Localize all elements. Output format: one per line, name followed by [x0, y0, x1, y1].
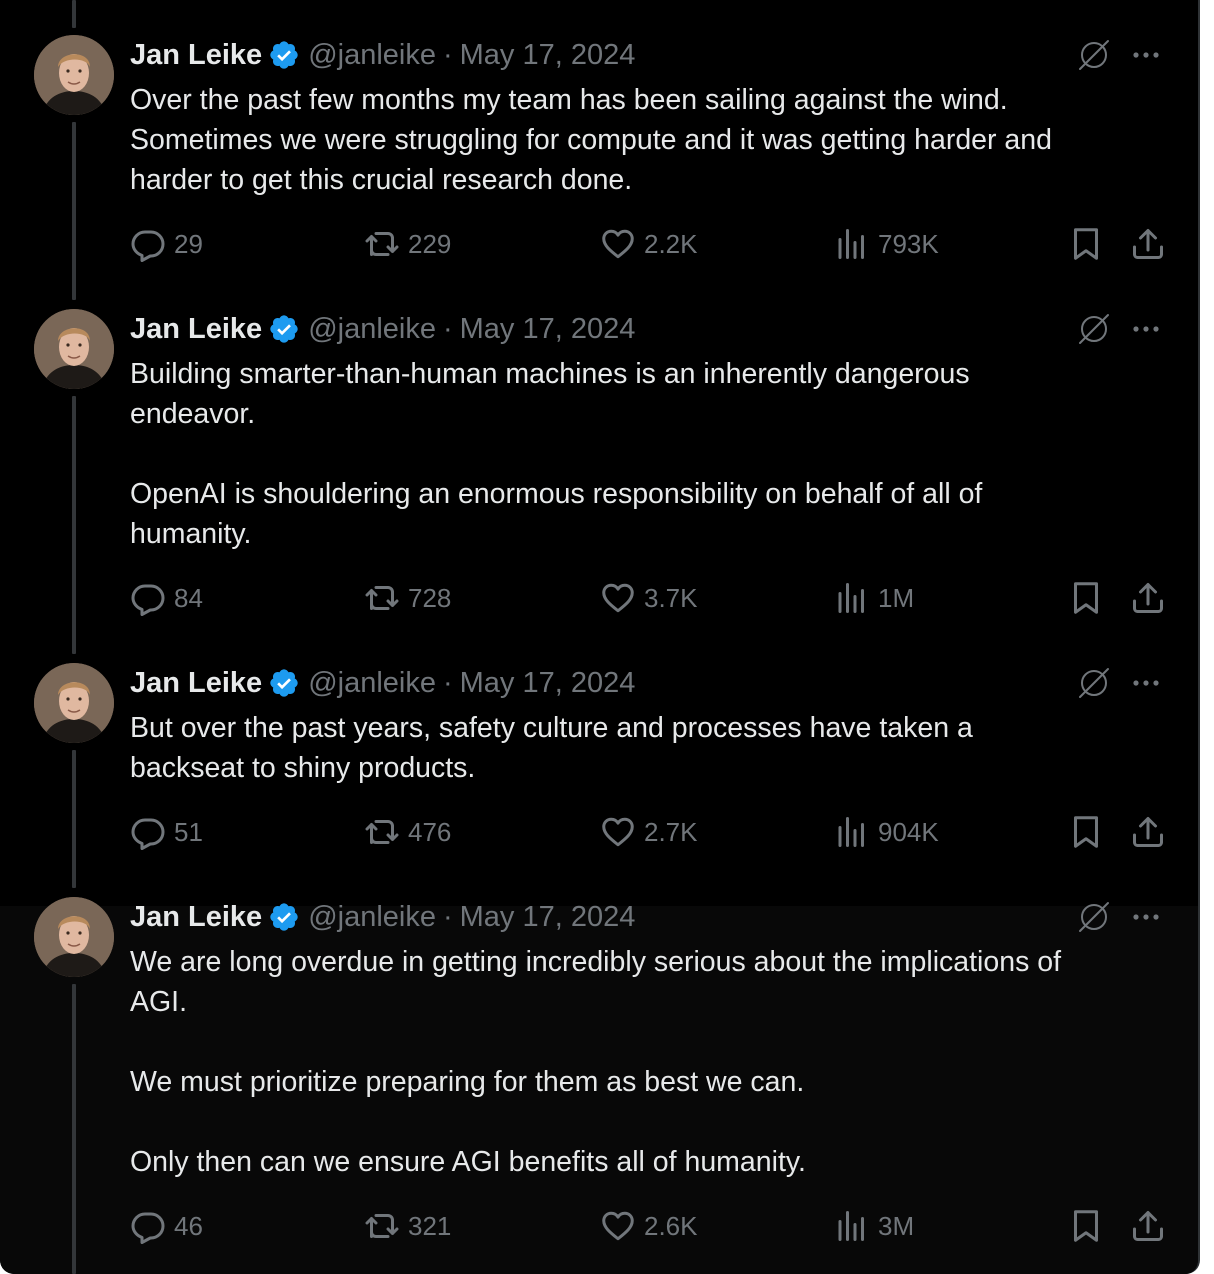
views-icon [834, 814, 870, 850]
retweet-icon [364, 580, 400, 616]
like-button[interactable] [600, 1206, 698, 1246]
views-count: 904K [878, 816, 939, 847]
reply-count: 84 [174, 582, 203, 613]
tweet-date[interactable]: May 17, 2024 [459, 666, 636, 699]
verified-badge-icon[interactable] [268, 313, 300, 345]
reply-icon [130, 814, 166, 850]
tweet-header [130, 35, 635, 75]
tweet[interactable] [0, 0, 1198, 300]
tweet[interactable] [0, 300, 1198, 654]
like-button[interactable] [600, 578, 698, 618]
tweet-header [130, 309, 635, 349]
separator: · [442, 666, 453, 699]
views-icon [834, 580, 870, 616]
author-name[interactable]: Jan Leike [130, 900, 263, 933]
tweet-text-line: Building smarter-than-human machines is an inherently dangerous [130, 358, 970, 390]
views-icon [834, 226, 870, 262]
tweet-text-line: harder to get this crucial research done. [130, 164, 633, 196]
author-handle[interactable]: @janleike [308, 900, 436, 933]
retweet-button[interactable] [364, 578, 451, 618]
tweet-text-line: Over the past few months my team has been sailing against the wind. [130, 84, 1008, 116]
share-icon[interactable] [1130, 814, 1166, 850]
author-handle[interactable]: @janleike [308, 312, 436, 345]
bookmark-icon[interactable] [1068, 580, 1104, 616]
views-count: 3M [878, 1210, 915, 1241]
author-name[interactable]: Jan Leike [130, 666, 263, 699]
bookmark-icon[interactable] [1068, 226, 1104, 262]
author-handle[interactable]: @janleike [308, 666, 436, 699]
verified-badge-icon[interactable] [268, 901, 300, 933]
reply-button[interactable] [130, 224, 203, 264]
author-handle[interactable]: @janleike [308, 38, 436, 71]
avatar[interactable] [34, 309, 114, 389]
reply-count: 46 [174, 1210, 203, 1241]
views-count: 1M [878, 582, 915, 613]
share-icon[interactable] [1130, 580, 1166, 616]
tweet-text-line: AGI. [130, 986, 188, 1018]
like-button[interactable] [600, 812, 698, 852]
like-icon [600, 814, 636, 850]
thread-line [72, 122, 76, 300]
thread-line [72, 750, 76, 888]
like-icon [600, 226, 636, 262]
views-button[interactable] [834, 812, 939, 852]
tweet[interactable] [0, 654, 1198, 888]
tweet-date[interactable]: May 17, 2024 [459, 38, 636, 71]
tweet-text [130, 708, 1170, 788]
retweet-icon [364, 226, 400, 262]
avatar[interactable] [34, 663, 114, 743]
tweet-date[interactable]: May 17, 2024 [459, 900, 636, 933]
views-icon [834, 1208, 870, 1244]
tweet-text-line: Sometimes we were struggling for compute and it was getting harder and [130, 124, 1052, 156]
avatar[interactable] [34, 35, 114, 115]
reply-button[interactable] [130, 1206, 203, 1246]
reply-icon [130, 1208, 166, 1244]
retweet-button[interactable] [364, 812, 451, 852]
tweet-text-line: backseat to shiny products. [130, 752, 476, 784]
grok-icon[interactable] [1074, 35, 1114, 75]
retweet-count: 321 [408, 1210, 452, 1241]
retweet-icon [364, 814, 400, 850]
more-icon[interactable] [1128, 311, 1164, 347]
tweet-text-line: But over the past years, safety culture and processes have taken a [130, 712, 973, 744]
share-icon[interactable] [1130, 226, 1166, 262]
avatar[interactable] [34, 897, 114, 977]
verified-badge-icon[interactable] [268, 667, 300, 699]
reply-button[interactable] [130, 578, 203, 618]
more-icon[interactable] [1128, 37, 1164, 73]
tweet-text-line: OpenAI is shouldering an enormous responsibility on behalf of all of [130, 478, 983, 510]
tweet-header [130, 897, 635, 937]
avatar-photo [34, 663, 114, 743]
separator: · [442, 900, 453, 933]
avatar-photo [34, 35, 114, 115]
verified-badge-icon[interactable] [268, 39, 300, 71]
tweet-text-line: endeavor. [130, 398, 256, 430]
tweet-text-line: humanity. [130, 518, 252, 550]
retweet-count: 229 [408, 228, 452, 259]
reply-button[interactable] [130, 812, 203, 852]
views-button[interactable] [834, 224, 939, 264]
more-icon[interactable] [1128, 899, 1164, 935]
grok-icon[interactable] [1074, 663, 1114, 703]
tweet-date[interactable]: May 17, 2024 [459, 312, 636, 345]
views-count: 793K [878, 228, 939, 259]
more-icon[interactable] [1128, 665, 1164, 701]
like-count: 2.2K [644, 228, 698, 259]
retweet-icon [364, 1208, 400, 1244]
retweet-count: 728 [408, 582, 452, 613]
thread-line [72, 984, 76, 1274]
avatar-photo [34, 897, 114, 977]
tweet-header [130, 663, 635, 703]
bookmark-icon[interactable] [1068, 1208, 1104, 1244]
share-icon[interactable] [1130, 1208, 1166, 1244]
avatar-photo [34, 309, 114, 389]
reply-icon [130, 580, 166, 616]
tweet-text-line: Only then can we ensure AGI benefits all of humanity. [130, 1146, 806, 1178]
author-name[interactable]: Jan Leike [130, 38, 263, 71]
reply-icon [130, 226, 166, 262]
author-name[interactable]: Jan Leike [130, 312, 263, 345]
like-count: 2.7K [644, 816, 698, 847]
views-button[interactable] [834, 1206, 914, 1246]
tweet-text-line: We are long overdue in getting incredibly serious about the implications of [130, 946, 1062, 978]
reply-count: 51 [174, 816, 203, 847]
bookmark-icon[interactable] [1068, 814, 1104, 850]
tweet-text-line: We must prioritize preparing for them as best we can. [130, 1066, 805, 1098]
retweet-button[interactable] [364, 1206, 451, 1246]
grok-icon[interactable] [1074, 897, 1114, 937]
tweet-text [130, 942, 1170, 1182]
retweet-count: 476 [408, 816, 452, 847]
separator: · [442, 38, 453, 71]
tweet-text [130, 354, 1170, 554]
tweet-text [130, 80, 1170, 200]
separator: · [442, 312, 453, 345]
like-icon [600, 1208, 636, 1244]
like-count: 2.6K [644, 1210, 698, 1241]
reply-count: 29 [174, 228, 203, 259]
thread-line [72, 396, 76, 654]
tweet[interactable] [0, 900, 1198, 1274]
like-icon [600, 580, 636, 616]
views-button[interactable] [834, 578, 914, 618]
like-button[interactable] [600, 224, 698, 264]
like-count: 3.7K [644, 582, 698, 613]
grok-icon[interactable] [1074, 309, 1114, 349]
retweet-button[interactable] [364, 224, 451, 264]
